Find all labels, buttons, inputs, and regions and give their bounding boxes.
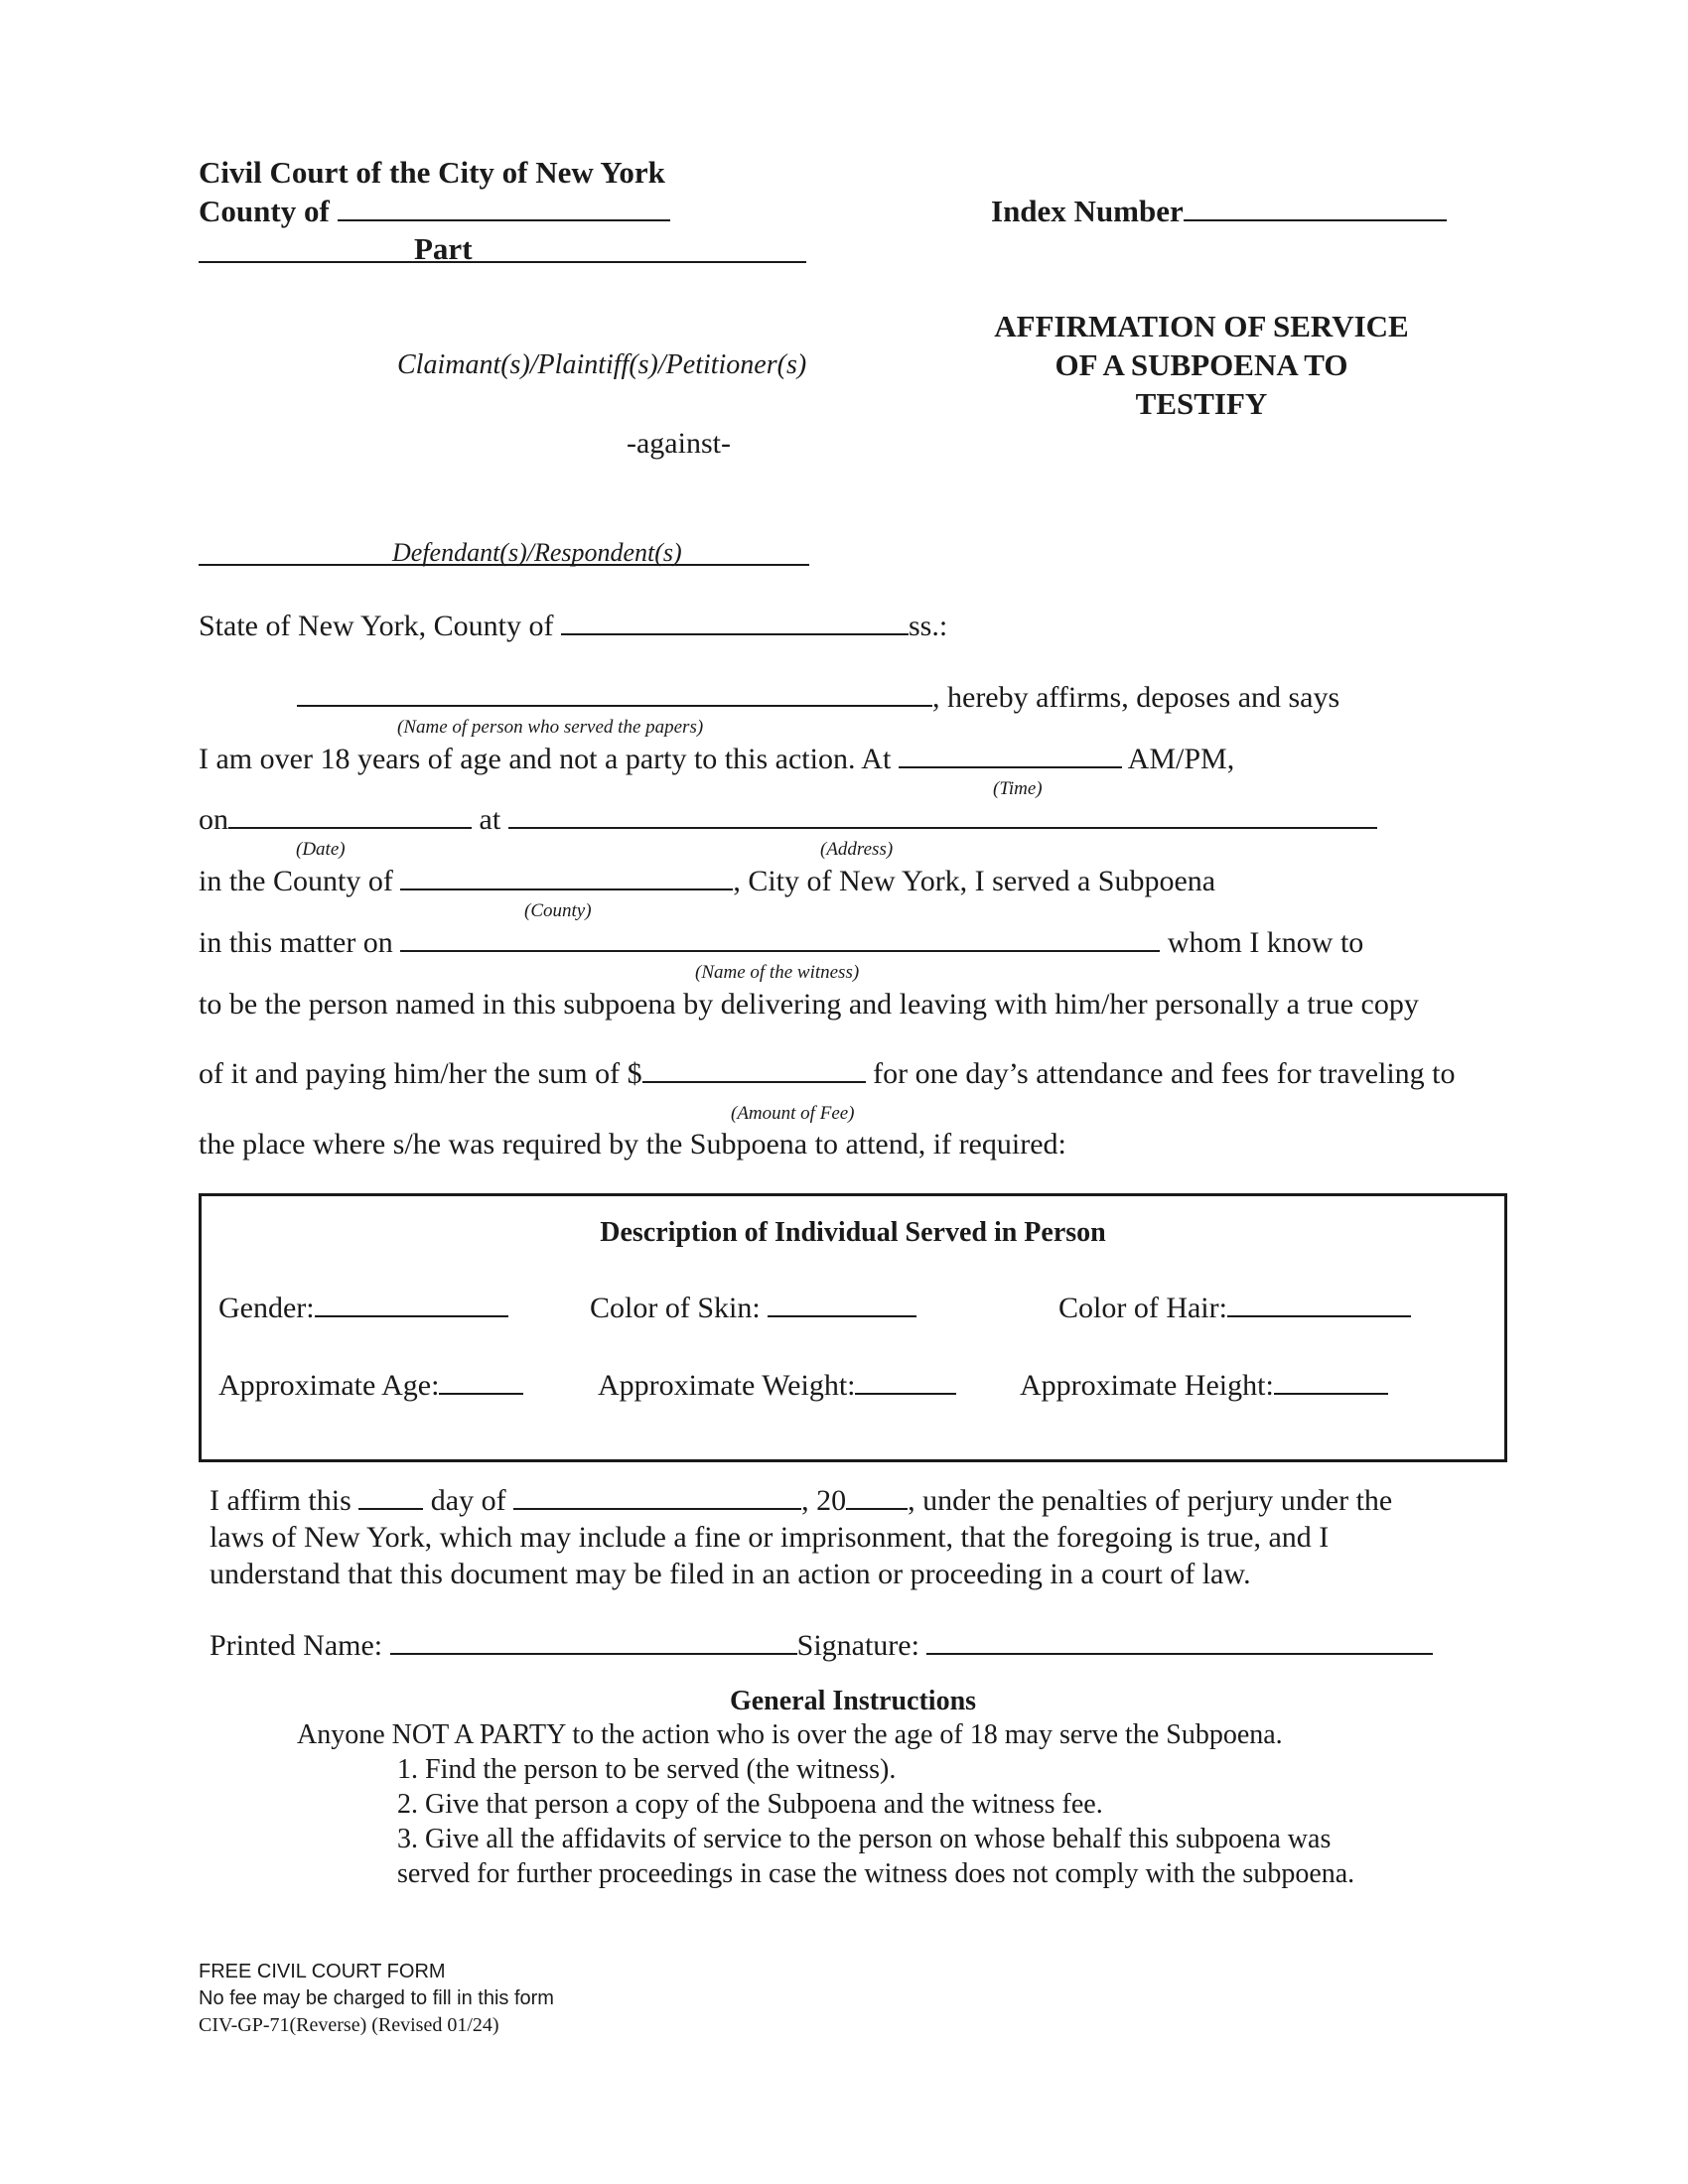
state-county-label: State of New York, County of: [199, 610, 554, 642]
instruction-item-1: 1. Find the person to be served (the witness).: [397, 1754, 897, 1785]
whom-know-label: whom I know to: [1167, 926, 1364, 959]
day-of-label: day of: [430, 1484, 506, 1517]
address-field[interactable]: [508, 826, 1377, 829]
index-number-field[interactable]: [1184, 218, 1447, 221]
signature-field[interactable]: [926, 1652, 1433, 1655]
city-served-label: , City of New York, I served a Subpoena: [733, 865, 1216, 897]
time-field[interactable]: [899, 765, 1122, 768]
address-caption: (Address): [820, 839, 894, 860]
fee-row: [199, 1059, 1456, 1089]
age-row: [218, 1371, 523, 1401]
affirm-line3: understand that this document may be filed in an action or proceeding in a court of law.: [210, 1558, 1251, 1590]
server-name-field[interactable]: [297, 704, 932, 707]
place-required-text: the place where s/he was required by the Subpoena to attend, if required:: [199, 1128, 1066, 1160]
county-served-row: [199, 867, 1215, 896]
skin-field[interactable]: [768, 1314, 916, 1317]
one-day-label: for one day’s attendance and fees for traveling to: [873, 1057, 1456, 1090]
over18-label: I am over 18 years of age and not a party to this action. At: [199, 743, 892, 775]
instruction-item-3-cont: served for further proceedings in case the witness does not comply with the subpoena.: [397, 1858, 1355, 1889]
gender-label: Gender:: [218, 1292, 315, 1324]
instructions-title: General Instructions: [729, 1686, 977, 1716]
instructions-intro: Anyone NOT A PARTY to the action who is over the age of 18 may serve the Subpoena.: [297, 1719, 1283, 1750]
in-matter-label: in this matter on: [199, 926, 393, 959]
affirms-row: [297, 683, 1339, 713]
hair-label: Color of Hair:: [1058, 1292, 1227, 1324]
footer-no-fee: No fee may be charged to fill in this form: [199, 1987, 554, 2009]
person-named-text: to be the person named in this subpoena by delivering and leaving with him/her personally a true copy: [199, 988, 1419, 1021]
index-row: [991, 196, 1447, 226]
witness-row: [199, 928, 1363, 958]
printed-name-field[interactable]: [390, 1652, 797, 1655]
form-title-line1: AFFIRMATION OF SERVICE: [994, 309, 1409, 343]
state-county-row: [199, 612, 947, 641]
in-county-label: in the County of: [199, 865, 393, 897]
part-label: Part: [414, 231, 473, 266]
weight-label: Approximate Weight:: [598, 1369, 856, 1402]
paying-label: of it and paying him/her the sum of $: [199, 1057, 642, 1090]
height-row: [1020, 1371, 1388, 1401]
affirms-label: , hereby affirms, deposes and says: [932, 681, 1340, 714]
court-title: Civil Court of the City of New York: [199, 155, 665, 190]
against-label: -against-: [627, 427, 731, 460]
skin-label: Color of Skin:: [590, 1292, 761, 1324]
height-label: Approximate Height:: [1020, 1369, 1274, 1402]
gender-field[interactable]: [315, 1314, 508, 1317]
age-field[interactable]: [439, 1392, 523, 1395]
printed-name-row: [210, 1631, 1433, 1661]
time-caption: (Time): [993, 778, 1043, 799]
witness-caption: (Name of the witness): [695, 962, 860, 983]
over18-row: [199, 745, 1234, 774]
age-label: Approximate Age:: [218, 1369, 440, 1402]
witness-name-field[interactable]: [400, 949, 1160, 952]
ampm-label: AM/PM,: [1127, 743, 1235, 775]
form-title-line2: OF A SUBPOENA TO: [1055, 347, 1348, 382]
year-prefix-label: , 20: [801, 1484, 847, 1517]
claimant-label: Claimant(s)/Plaintiff(s)/Petitioner(s): [397, 349, 807, 380]
server-name-caption: (Name of person who served the papers): [397, 717, 704, 738]
date-caption: (Date): [296, 839, 346, 860]
county-field[interactable]: [338, 218, 670, 221]
index-label: Index Number: [991, 194, 1184, 228]
hair-field[interactable]: [1227, 1314, 1411, 1317]
instruction-item-2: 2. Give that person a copy of the Subpoena and the witness fee.: [397, 1789, 1103, 1820]
form-title-line3: TESTIFY: [1135, 386, 1268, 421]
weight-field[interactable]: [855, 1392, 956, 1395]
affirm-year-field[interactable]: [846, 1507, 908, 1510]
served-county-field[interactable]: [400, 887, 733, 890]
fee-amount-field[interactable]: [642, 1080, 866, 1083]
skin-row: [590, 1294, 916, 1323]
description-title: Description of Individual Served in Person: [600, 1217, 1106, 1248]
at-label: at: [479, 803, 501, 836]
instruction-item-3: 3. Give all the affidavits of service to the person on whose behalf this subpoena was: [397, 1824, 1332, 1854]
penalties-label: , under the penalties of perjury under the: [908, 1484, 1393, 1517]
date-address-row: [199, 805, 1377, 835]
county-row: [199, 196, 670, 226]
affirm-line2: laws of New York, which may include a fine or imprisonment, that the foregoing is true, and I: [210, 1521, 1330, 1554]
date-field[interactable]: [228, 826, 472, 829]
ss-label: ss.:: [909, 610, 948, 642]
on-label: on: [199, 803, 228, 836]
affirm-this-label: I affirm this: [210, 1484, 352, 1517]
defendant-label: Defendant(s)/Respondent(s): [392, 538, 682, 567]
state-county-field[interactable]: [561, 632, 909, 635]
footer-free-form: FREE CIVIL COURT FORM: [199, 1961, 446, 1982]
affirm-line1: [210, 1486, 1392, 1516]
county-caption: (County): [524, 900, 592, 921]
weight-row: [598, 1371, 956, 1401]
footer-form-id: CIV-GP-71(Reverse) (Revised 01/24): [199, 2014, 499, 2036]
fee-caption: (Amount of Fee): [731, 1103, 855, 1124]
printed-name-label: Printed Name:: [210, 1629, 383, 1662]
affirm-month-field[interactable]: [513, 1507, 801, 1510]
hair-row: [1058, 1294, 1411, 1323]
part-line[interactable]: [199, 261, 806, 263]
affirm-day-field[interactable]: [358, 1507, 423, 1510]
height-field[interactable]: [1274, 1392, 1388, 1395]
signature-label: Signature:: [796, 1629, 919, 1662]
gender-row: [218, 1294, 508, 1323]
county-label: County of: [199, 194, 330, 228]
